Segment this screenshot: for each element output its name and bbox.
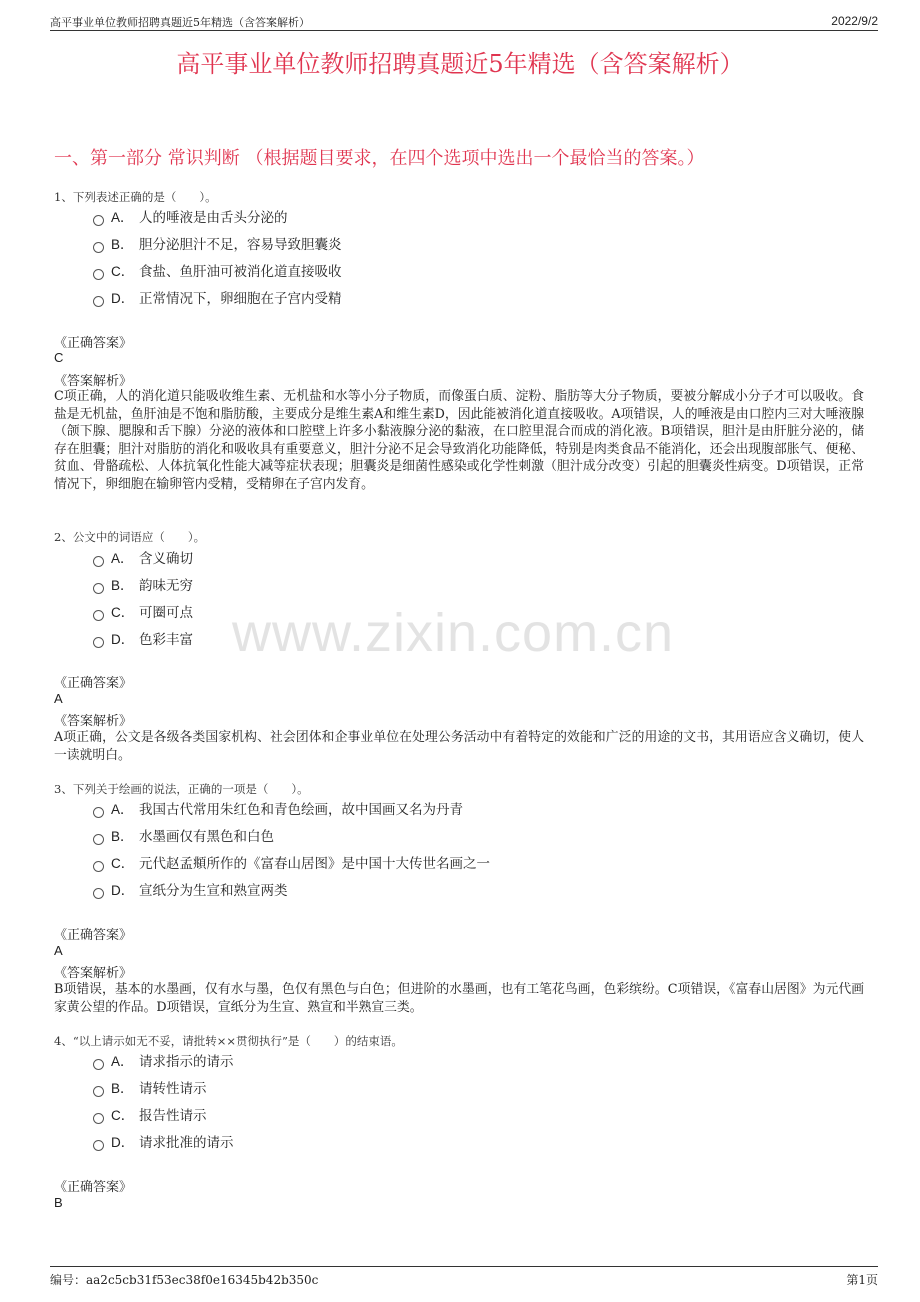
radio-icon[interactable] (93, 269, 104, 280)
answer-label: 《正确答案》 (54, 928, 133, 943)
radio-icon[interactable] (93, 583, 104, 594)
explanation-label: 《答案解析》 (54, 714, 133, 729)
radio-icon[interactable] (93, 1059, 104, 1070)
question-4-option-a[interactable]: A． 请求指示的请示 (93, 1052, 234, 1072)
question-1-option-d[interactable]: D． 正常情况下，卵细胞在子宫内受精 (93, 289, 342, 309)
radio-icon[interactable] (93, 637, 104, 648)
question-4-option-c[interactable]: C． 报告性请示 (93, 1106, 207, 1126)
radio-icon[interactable] (93, 215, 104, 226)
question-2-explanation: A项正确，公文是各级各类国家机构、社会团体和企事业单位在处理公务活动中有着特定的效能和广泛的用途的文书，其用语应含义确切，使人一读就明白。 (54, 730, 864, 763)
radio-icon[interactable] (93, 834, 104, 845)
question-1-option-a[interactable]: A． 人的唾液是由舌头分泌的 (93, 208, 288, 228)
question-4-option-d[interactable]: D． 请求批准的请示 (93, 1133, 234, 1153)
question-3-answer: A (54, 943, 63, 958)
question-2-text: 2、公文中的词语应（ ）。 (54, 530, 206, 544)
question-1-explanation: C项正确，人的消化道只能吸收维生素、无机盐和水等小分子物质，而像蛋白质、淀粉、脂肪等大分子物质，要被分解成小分子才可以吸收。食盐是无机盐，鱼肝油是不饱和脂肪酸，主要成分是维生素A和维生素D，因此能被消化道直接吸收。A项错误，人的唾液是由口腔内三对大唾液腺（颌下腺、腮腺和舌下腺）分泌的液体和口腔壁上许多小黏液腺分泌的黏液，在口腔里混合而成的消化液。B项错误，胆汁是由肝脏分泌的，储存在胆囊；胆汁对脂肪的消化和吸收具有重要意义，胆汁分泌不足会导致消化功能降低，特别是肉类食品不能消化，还会出现腹部胀气、便秘、贫血、骨骼疏松、人体抗氧化性能大减等症状表现；胆囊炎是细菌性感染或化学性刺激（胆汁成分改变）引起的胆囊炎性病变。D项错误，正常情况下，卵细胞在输卵管内受精，受精卵在子宫内发育。 (54, 389, 864, 492)
explanation-label: 《答案解析》 (54, 966, 133, 981)
question-4-answer: B (54, 1195, 63, 1210)
header-date: 2022/9/2 (831, 14, 878, 28)
page-number: 第1页 (846, 1273, 878, 1287)
radio-icon[interactable] (93, 556, 104, 567)
question-1-option-c[interactable]: C． 食盐、鱼肝油可被消化道直接吸收 (93, 262, 342, 282)
page-header (50, 12, 878, 31)
question-2-option-b[interactable]: B． 韵味无穷 (93, 576, 193, 596)
question-2-answer: A (54, 691, 63, 706)
question-2-option-c[interactable]: C． 可圈可点 (93, 603, 193, 623)
answer-label: 《正确答案》 (54, 676, 133, 691)
radio-icon[interactable] (93, 807, 104, 818)
question-3-option-c[interactable]: C． 元代赵孟頫所作的《富春山居图》是中国十大传世名画之一 (93, 854, 490, 874)
answer-label: 《正确答案》 (54, 1180, 133, 1195)
watermark: www.zixin.com.cn (232, 603, 675, 663)
header-title: 高平事业单位教师招聘真题近5年精选（含答案解析） (50, 16, 310, 29)
question-2-option-a[interactable]: A． 含义确切 (93, 549, 193, 569)
question-3-text: 3、下列关于绘画的说法，正确的一项是（ ）。 (54, 782, 309, 796)
radio-icon[interactable] (93, 888, 104, 899)
radio-icon[interactable] (93, 610, 104, 621)
question-1-option-b[interactable]: B． 胆分泌胆汁不足，容易导致胆囊炎 (93, 235, 342, 255)
question-1-answer: C (54, 350, 64, 365)
radio-icon[interactable] (93, 1086, 104, 1097)
question-4-option-b[interactable]: B． 请转性请示 (93, 1079, 207, 1099)
question-3-option-a[interactable]: A． 我国古代常用朱红色和青色绘画，故中国画又名为丹青 (93, 800, 463, 820)
page-title: 高平事业单位教师招聘真题近5年精选（含答案解析） (176, 50, 744, 78)
radio-icon[interactable] (93, 296, 104, 307)
radio-icon[interactable] (93, 242, 104, 253)
question-3-option-b[interactable]: B． 水墨画仅有黑色和白色 (93, 827, 274, 847)
explanation-label: 《答案解析》 (54, 374, 133, 389)
question-2-option-d[interactable]: D． 色彩丰富 (93, 630, 193, 650)
page-footer (50, 1266, 878, 1291)
question-3-option-d[interactable]: D． 宣纸分为生宣和熟宣两类 (93, 881, 288, 901)
radio-icon[interactable] (93, 1113, 104, 1124)
answer-label: 《正确答案》 (54, 336, 133, 351)
question-3-explanation: B项错误，基本的水墨画，仅有水与墨，色仅有黑色与白色；但进阶的水墨画，也有工笔花鸟画，色彩缤纷。C项错误，《富春山居图》为元代画家黄公望的作品。D项错误，宣纸分为生宣、熟宣和半熟宣三类。 (54, 982, 864, 1015)
document-code: 编号：aa2c5cb31f53ec38f0e16345b42b350c (50, 1273, 319, 1287)
question-1-text: 1、下列表述正确的是（ ）。 (54, 190, 217, 204)
question-4-text: 4、“以上请示如无不妥，请批转××贯彻执行”是（ ）的结束语。 (54, 1034, 403, 1048)
section-heading: 一、第一部分 常识判断 （根据题目要求，在四个选项中选出一个最恰当的答案。） (54, 148, 705, 169)
radio-icon[interactable] (93, 861, 104, 872)
radio-icon[interactable] (93, 1140, 104, 1151)
